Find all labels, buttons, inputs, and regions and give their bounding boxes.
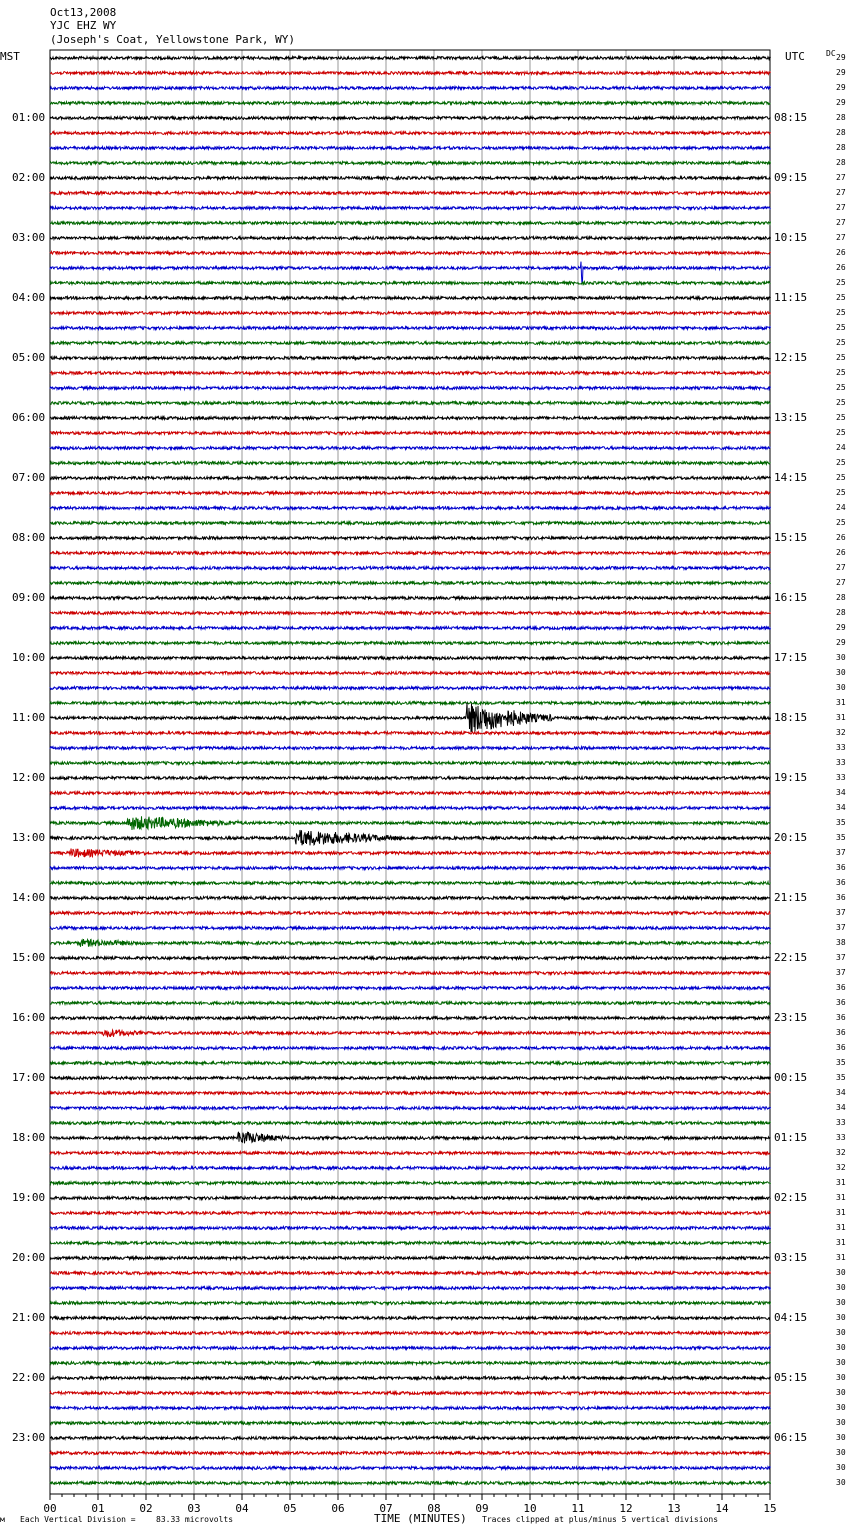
trace-line	[50, 927, 771, 930]
dc-offset-label: 29	[836, 68, 846, 77]
x-tick-label: 03	[187, 1502, 201, 1515]
x-tick-label: 02	[139, 1502, 153, 1515]
trace-line	[50, 1272, 771, 1275]
dc-offset-label: 27	[836, 203, 846, 212]
left-hour-label: 08:00	[12, 531, 46, 544]
dc-offset-label: 29	[836, 83, 846, 92]
left-hour-label: 19:00	[12, 1191, 46, 1204]
right-hour-label: 02:15	[774, 1191, 808, 1204]
right-hour-label: 16:15	[774, 591, 808, 604]
left-hour-label: 10:00	[12, 651, 46, 664]
dc-offset-label: 30	[836, 1448, 846, 1457]
dc-offset-label: 29	[836, 623, 846, 632]
dc-offset-label: 30	[836, 1403, 846, 1412]
dc-offset-label: 27	[836, 173, 846, 182]
right-hour-label: 05:15	[774, 1371, 808, 1384]
trace-line	[50, 582, 771, 585]
station-code: YJC EHZ WY	[50, 19, 117, 32]
x-tick-label: 00	[43, 1502, 57, 1515]
trace-line	[50, 417, 771, 420]
dc-offset-label: 31	[836, 1223, 846, 1232]
left-hour-label: 20:00	[12, 1251, 46, 1264]
trace-line	[50, 1182, 771, 1185]
right-hour-label: 21:15	[774, 891, 808, 904]
trace-line	[50, 1077, 771, 1080]
trace-line	[50, 1122, 771, 1125]
dc-offset-label: 32	[836, 1163, 846, 1172]
dc-offset-label: 28	[836, 143, 846, 152]
dc-offset-label: 36	[836, 863, 846, 872]
trace-line	[50, 1092, 771, 1095]
trace-line	[50, 1422, 771, 1425]
trace-line	[50, 387, 771, 390]
dc-offset-label: 29	[836, 98, 846, 107]
trace-line	[50, 627, 771, 630]
dc-offset-label: 33	[836, 1133, 846, 1142]
dc-offset-label: 37	[836, 968, 846, 977]
dc-offset-label: 30	[836, 1298, 846, 1307]
dc-offset-label: 30	[836, 1418, 846, 1427]
dc-offset-label: 25	[836, 383, 846, 392]
x-tick-label: 11	[571, 1502, 585, 1515]
trace-line	[50, 1287, 771, 1290]
left-hour-label: 21:00	[12, 1311, 46, 1324]
trace-line	[50, 597, 771, 600]
dc-offset-label: 30	[836, 683, 846, 692]
dc-offset-label: 30	[836, 1313, 846, 1322]
right-hour-label: 04:15	[774, 1311, 808, 1324]
trace-line	[50, 567, 771, 570]
dc-offset-label: 35	[836, 818, 846, 827]
trace-line	[50, 207, 771, 210]
left-hour-label: 01:00	[12, 111, 46, 124]
x-tick-label: 13	[667, 1502, 681, 1515]
dc-offset-label: 30	[836, 1373, 846, 1382]
dc-offset-label: 26	[836, 248, 846, 257]
left-hour-label: 07:00	[12, 471, 46, 484]
trace-line	[50, 777, 771, 780]
trace-line	[50, 342, 771, 345]
trace-line	[50, 102, 771, 105]
right-hour-label: 19:15	[774, 771, 808, 784]
trace-line	[50, 1047, 771, 1050]
right-hour-label: 15:15	[774, 531, 808, 544]
x-tick-label: 07	[379, 1502, 393, 1515]
right-hour-label: 13:15	[774, 411, 808, 424]
trace-line	[50, 372, 771, 375]
trace-line	[50, 237, 771, 240]
left-hour-label: 22:00	[12, 1371, 46, 1384]
dc-offset-label: 27	[836, 563, 846, 572]
dc-offset-label: 29	[836, 638, 846, 647]
trace-line	[50, 1030, 771, 1037]
trace-line	[50, 1002, 771, 1005]
dc-offset-label: 37	[836, 908, 846, 917]
trace-line	[50, 357, 771, 360]
x-tick-label: 10	[523, 1502, 537, 1515]
x-tick-label: 14	[715, 1502, 729, 1515]
trace-line	[50, 192, 771, 195]
dc-offset-label: 25	[836, 398, 846, 407]
dc-offset-label: 36	[836, 983, 846, 992]
trace-line	[50, 867, 771, 870]
x-tick-label: 06	[331, 1502, 345, 1515]
dc-offset-label: 27	[836, 578, 846, 587]
trace-line	[50, 1227, 771, 1230]
dc-offset-label: 25	[836, 413, 846, 422]
trace-line	[50, 612, 771, 615]
trace-line	[50, 792, 771, 795]
dc-offset-label: 35	[836, 1073, 846, 1082]
trace-line	[50, 162, 771, 165]
dc-offset-label: 37	[836, 848, 846, 857]
trace-line	[50, 687, 771, 690]
dc-offset-label: 28	[836, 158, 846, 167]
left-hour-label: 06:00	[12, 411, 46, 424]
dc-offset-label: 30	[836, 1463, 846, 1472]
trace-line	[50, 987, 771, 990]
trace-line	[50, 1467, 771, 1470]
trace-line	[50, 57, 771, 60]
trace-line	[50, 222, 771, 225]
x-tick-label: 08	[427, 1502, 441, 1515]
dc-offset-label: 30	[836, 1343, 846, 1352]
right-hour-label: 11:15	[774, 291, 808, 304]
trace-line	[50, 957, 771, 960]
dc-offset-label: 30	[836, 1433, 846, 1442]
right-hour-label: 10:15	[774, 231, 808, 244]
dc-offset-label: 38	[836, 938, 846, 947]
dc-offset-label: 36	[836, 1013, 846, 1022]
trace-line	[50, 939, 771, 947]
left-hour-label: 18:00	[12, 1131, 46, 1144]
right-hour-label: 18:15	[774, 711, 808, 724]
right-hour-label: 09:15	[774, 171, 808, 184]
dc-offset-label: 25	[836, 293, 846, 302]
trace-line	[50, 897, 771, 900]
right-hour-label: 01:15	[774, 1131, 808, 1144]
dc-offset-label: 33	[836, 773, 846, 782]
trace-line	[50, 1392, 771, 1395]
trace-line	[50, 702, 771, 705]
left-hour-label: 11:00	[12, 711, 46, 724]
trace-line	[50, 816, 771, 830]
dc-offset-label: 34	[836, 1088, 846, 1097]
scale-prefix: Each Vertical Division =	[20, 1515, 136, 1524]
dc-offset-label: 33	[836, 1118, 846, 1127]
trace-line	[50, 1257, 771, 1260]
left-hour-label: 15:00	[12, 951, 46, 964]
trace-line	[50, 117, 771, 120]
trace-line	[50, 762, 771, 765]
x-tick-label: 01	[91, 1502, 105, 1515]
trace-line	[50, 522, 771, 525]
dc-offset-label: 30	[836, 653, 846, 662]
trace-line	[50, 972, 771, 975]
trace-line	[50, 552, 771, 555]
left-hour-label: 13:00	[12, 831, 46, 844]
dc-offset-label: 36	[836, 878, 846, 887]
dc-offset-label: 26	[836, 263, 846, 272]
dc-offset-label: 35	[836, 833, 846, 842]
trace-line	[50, 1317, 771, 1320]
right-hour-label: 06:15	[774, 1431, 808, 1444]
dc-offset-label: 26	[836, 533, 846, 542]
dc-offset-label: 31	[836, 1193, 846, 1202]
left-hour-label: 04:00	[12, 291, 46, 304]
trace-line	[50, 432, 771, 435]
trace-line	[50, 1152, 771, 1155]
trace-line	[50, 1107, 771, 1110]
trace-line	[50, 830, 771, 845]
trace-line	[50, 1362, 771, 1365]
trace-line	[50, 402, 771, 405]
left-hour-label: 05:00	[12, 351, 46, 364]
dc-offset-label: 31	[836, 1238, 846, 1247]
right-hour-label: 08:15	[774, 111, 808, 124]
dc-offset-label: 31	[836, 1178, 846, 1187]
left-hour-label: 16:00	[12, 1011, 46, 1024]
trace-line	[50, 732, 771, 735]
clip-note: Traces clipped at plus/minus 5 vertical divisions	[482, 1515, 719, 1524]
scale-value: 83.33 microvolts	[156, 1515, 234, 1524]
dc-offset-label: 28	[836, 113, 846, 122]
trace-line	[50, 1167, 771, 1170]
utc-label: UTC	[785, 50, 805, 63]
dc-offset-label: 36	[836, 1028, 846, 1037]
dc-offset-label: 25	[836, 488, 846, 497]
dc-offset-label: 30	[836, 1283, 846, 1292]
dc-offset-label: 27	[836, 218, 846, 227]
dc-offset-label: 31	[836, 1208, 846, 1217]
dc-offset-label: 34	[836, 803, 846, 812]
dc-offset-label: 25	[836, 323, 846, 332]
left-hour-label: 02:00	[12, 171, 46, 184]
dc-offset-label: 24	[836, 443, 846, 452]
plot-frame	[50, 50, 770, 1494]
trace-line	[50, 1212, 771, 1215]
trace-line	[50, 1482, 771, 1485]
left-hour-label: 23:00	[12, 1431, 46, 1444]
dc-label: DC	[826, 49, 836, 58]
trace-line	[50, 642, 771, 645]
dc-offset-label: 28	[836, 593, 846, 602]
trace-line	[50, 1407, 771, 1410]
trace-line	[50, 462, 771, 465]
trace-line	[50, 297, 771, 300]
x-tick-label: 09	[475, 1502, 489, 1515]
dc-offset-label: 24	[836, 503, 846, 512]
dc-offset-label: 32	[836, 728, 846, 737]
dc-offset-label: 28	[836, 608, 846, 617]
dc-offset-label: 25	[836, 338, 846, 347]
trace-line	[50, 282, 771, 285]
right-hour-label: 14:15	[774, 471, 808, 484]
trace-line	[50, 1302, 771, 1305]
dc-offset-label: 25	[836, 368, 846, 377]
trace-line	[50, 447, 771, 450]
trace-line	[50, 657, 771, 660]
trace-line	[50, 1332, 771, 1335]
left-hour-label: 14:00	[12, 891, 46, 904]
trace-line	[50, 507, 771, 510]
dc-offset-label: 27	[836, 233, 846, 242]
trace-line	[50, 477, 771, 480]
dc-offset-label: 27	[836, 188, 846, 197]
dc-offset-label: 31	[836, 713, 846, 722]
trace-line	[50, 1452, 771, 1455]
x-tick-label: 15	[763, 1502, 777, 1515]
dc-offset-label: 31	[836, 698, 846, 707]
x-axis-title: TIME (MINUTES)	[374, 1512, 467, 1525]
trace-line	[50, 672, 771, 675]
trace-line	[50, 327, 771, 330]
dc-offset-label: 29	[836, 53, 846, 62]
dc-offset-label: 30	[836, 1478, 846, 1487]
left-hour-label: 12:00	[12, 771, 46, 784]
trace-line	[50, 882, 771, 885]
x-tick-label: 05	[283, 1502, 297, 1515]
dc-offset-label: 30	[836, 1358, 846, 1367]
dc-offset-label: 32	[836, 1148, 846, 1157]
trace-line	[50, 703, 771, 733]
trace-line	[50, 1437, 771, 1440]
right-hour-label: 12:15	[774, 351, 808, 364]
left-hour-label: 17:00	[12, 1071, 46, 1084]
dc-offset-label: 36	[836, 893, 846, 902]
station-location: (Joseph's Coat, Yellowstone Park, WY)	[50, 33, 296, 46]
record-date: Oct13,2008	[50, 6, 117, 19]
dc-offset-label: 30	[836, 1268, 846, 1277]
dc-offset-label: 25	[836, 428, 846, 437]
dc-offset-label: 25	[836, 458, 846, 467]
dc-offset-label: 37	[836, 923, 846, 932]
trace-line	[50, 147, 771, 150]
dc-offset-label: 31	[836, 1253, 846, 1262]
dc-offset-label: 26	[836, 548, 846, 557]
left-hour-label: 09:00	[12, 591, 46, 604]
trace-line	[50, 1242, 771, 1245]
right-hour-label: 17:15	[774, 651, 808, 664]
trace-line	[50, 747, 771, 750]
trace-line	[50, 1377, 771, 1380]
trace-line	[50, 72, 771, 75]
dc-offset-label: 30	[836, 668, 846, 677]
dc-offset-label: 30	[836, 1328, 846, 1337]
scale-glyph: м	[0, 1515, 5, 1524]
trace-line	[50, 252, 771, 255]
dc-offset-label: 30	[836, 1388, 846, 1397]
trace-line	[50, 312, 771, 315]
trace-line	[50, 87, 771, 90]
dc-offset-label: 34	[836, 788, 846, 797]
right-hour-label: 03:15	[774, 1251, 808, 1264]
dc-offset-label: 34	[836, 1103, 846, 1112]
trace-line	[50, 262, 771, 285]
dc-offset-label: 35	[836, 1058, 846, 1067]
dc-offset-label: 37	[836, 953, 846, 962]
dc-offset-label: 33	[836, 743, 846, 752]
mst-label: MST	[0, 50, 20, 63]
left-hour-label: 03:00	[12, 231, 46, 244]
trace-line	[50, 1347, 771, 1350]
x-tick-label: 04	[235, 1502, 249, 1515]
dc-offset-label: 28	[836, 128, 846, 137]
right-hour-label: 22:15	[774, 951, 808, 964]
dc-offset-label: 25	[836, 518, 846, 527]
trace-line	[50, 1062, 771, 1065]
trace-line	[50, 492, 771, 495]
dc-offset-label: 25	[836, 473, 846, 482]
dc-offset-label: 25	[836, 278, 846, 287]
right-hour-label: 20:15	[774, 831, 808, 844]
dc-offset-label: 25	[836, 353, 846, 362]
trace-line	[50, 849, 771, 858]
trace-line	[50, 177, 771, 180]
trace-line	[50, 807, 771, 810]
trace-line	[50, 1132, 771, 1144]
x-tick-label: 12	[619, 1502, 633, 1515]
trace-line	[50, 1197, 771, 1200]
trace-line	[50, 132, 771, 135]
dc-offset-label: 36	[836, 998, 846, 1007]
right-hour-label: 23:15	[774, 1011, 808, 1024]
dc-offset-label: 25	[836, 308, 846, 317]
dc-offset-label: 36	[836, 1043, 846, 1052]
trace-line	[50, 912, 771, 915]
dc-offset-label: 33	[836, 758, 846, 767]
trace-line	[50, 1017, 771, 1020]
right-hour-label: 00:15	[774, 1071, 808, 1084]
trace-line	[50, 537, 771, 540]
